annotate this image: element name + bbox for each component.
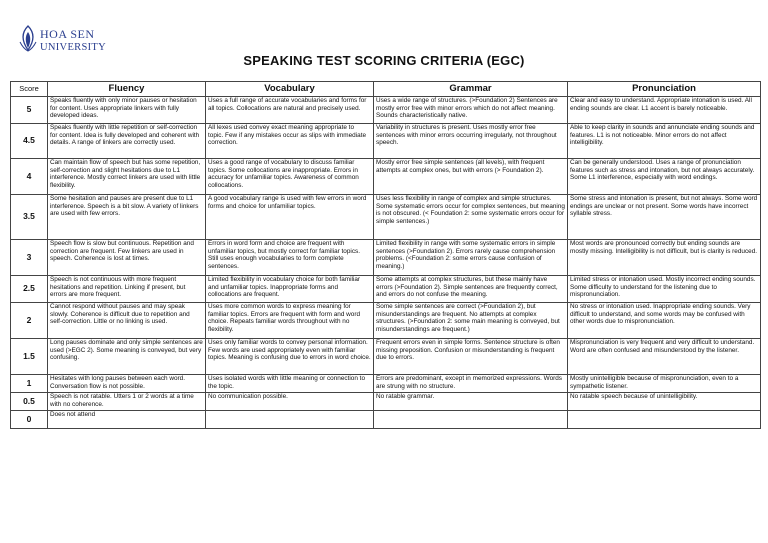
vocabulary-cell: Uses only familiar words to convey personal information. Few words are used appropriately even with familiar topics. Meaning is confusing due to errors in word choice. (206, 339, 374, 375)
table-row (11, 375, 761, 393)
logo-line1: HOA SEN (40, 27, 95, 41)
vocabulary-cell: Errors in word form and choice are frequent with unfamiliar topics, but mostly correct for familiar topics. Still uses enough vocabularies to form complete sentences. (206, 240, 374, 276)
fluency-cell: Some hesitation and pauses are present due to L1 interference. Speech is a bit slow. A variety of linkers are used with few errors. (48, 195, 206, 240)
pronunciation-cell: Clear and easy to understand. Appropriate intonation is used. All ending sounds are clear. L1 accent is barely noticeable. (568, 97, 761, 124)
vocabulary-cell: Limited flexibility in vocabulary choice for both familiar and unfamiliar topics. Inappropriate forms and collocations are frequent. (206, 276, 374, 303)
score-cell: 2 (11, 303, 48, 339)
fluency-cell: Speech flow is slow but continuous. Repetition and correction are frequent. Few linkers are used in speech. Coherence is lost at times. (48, 240, 206, 276)
header-pronunciation: Pronunciation (568, 82, 761, 97)
vocabulary-cell: Uses more common words to express meaning for familiar topics. Errors are frequent with form and word choice. Repeats familiar words throughout with no flexibility. (206, 303, 374, 339)
score-cell: 3.5 (11, 195, 48, 240)
score-cell: 4 (11, 159, 48, 195)
pronunciation-cell: No ratable speech because of unintelligibility. (568, 393, 761, 411)
grammar-cell: Mostly error free simple sentences (all levels), with frequent attempts at complex ones, but with errors (> Foundation 2). (374, 159, 568, 195)
table-row (11, 276, 761, 303)
pronunciation-cell: Most words are pronounced correctly but ending sounds are mostly missing. Intelligibility is not difficult, but is clarity is reduced. (568, 240, 761, 276)
score-cell: 2.5 (11, 276, 48, 303)
fluency-cell: Speaks fluently with only minor pauses or hesitation for content. Uses appropriate linkers with fully developed ideas. (48, 97, 206, 124)
table-row (11, 303, 761, 339)
grammar-cell: Errors are predominant, except in memorized expressions. Words are strung with no structure. (374, 375, 568, 393)
grammar-cell: Some attempts at complex structures, but these mainly have errors (>Foundation 2). Simple sentences are frequently correct, and errors do not confuse the meaning. (374, 276, 568, 303)
pronunciation-cell: Mispronunciation is very frequent and very difficult to understand. Word are often confused and misunderstood by the listener. (568, 339, 761, 375)
logo-line2: UNIVERSITY (40, 42, 106, 53)
vocabulary-cell: No communication possible. (206, 393, 374, 411)
pronunciation-cell: Able to keep clarity in sounds and annunciate ending sounds and features. L1 is not noticeable. Minor errors do not affect intelligibility. (568, 124, 761, 159)
grammar-cell: Frequent errors even in simple forms. Sentence structure is often missing preposition. Confusion or misunderstanding is frequent due to errors. (374, 339, 568, 375)
fluency-cell: Long pauses dominate and only simple sentences are used (>EGC 2). Some meaning is conveyed, but very confusing. (48, 339, 206, 375)
vocabulary-cell: Uses isolated words with little meaning or connection to the topic. (206, 375, 374, 393)
vocabulary-cell (206, 411, 374, 429)
pronunciation-cell (568, 411, 761, 429)
grammar-cell: Variability in structures is present. Uses mostly error free sentences with minor errors occurring irregularly, not throughout speech. (374, 124, 568, 159)
pronunciation-cell: Limited stress or intonation used. Mostly incorrect ending sounds. Some difficulty to understand for the listening due to mispronunciation. (568, 276, 761, 303)
table-row (11, 124, 761, 159)
header-vocabulary: Vocabulary (206, 82, 374, 97)
fluency-cell: Speech is not ratable. Utters 1 or 2 words at a time with no coherence. (48, 393, 206, 411)
pronunciation-cell: Some stress and intonation is present, but not always. Some word endings are unclear or not present. Some words have incorrect syllable stress. (568, 195, 761, 240)
header-row (11, 82, 761, 97)
vocabulary-cell: Uses a full range of accurate vocabularies and forms for all topics. Collocations are natural and precisely used. (206, 97, 374, 124)
table-row (11, 393, 761, 411)
table-row (11, 195, 761, 240)
table-row (11, 240, 761, 276)
fluency-cell: Speech is not continuous with more frequent hesitations and repetition. Linking if present, but errors are more frequent. (48, 276, 206, 303)
pronunciation-cell: Can be generally understood. Uses a range of pronunciation features such as stress and intonation, but not always accurately. Some L1 interference, especially with word endings. (568, 159, 761, 195)
header-fluency: Fluency (48, 82, 206, 97)
table-row (11, 339, 761, 375)
fluency-cell: Does not attend (48, 411, 206, 429)
lotus-icon (18, 24, 38, 54)
score-cell: 0.5 (11, 393, 48, 411)
fluency-cell: Speaks fluently with little repetition or self-correction for content. Idea is fully developed and coherent with details. A range of linkers are correctly used. (48, 124, 206, 159)
pronunciation-cell: No stress or intonation used. Inappropriate ending sounds. Very difficult to understand, and some words may be confused with other words due to mispronunciation. (568, 303, 761, 339)
score-cell: 0 (11, 411, 48, 429)
grammar-cell: Uses a wide range of structures. (>Foundation 2) Sentences are mostly error free with minor errors which do not affect meaning. Sounds characteristically native. (374, 97, 568, 124)
grammar-cell: No ratable grammar. (374, 393, 568, 411)
vocabulary-cell: A good vocabulary range is used with few errors in word forms and choice for unfamiliar topics. (206, 195, 374, 240)
fluency-cell: Can maintain flow of speech but has some repetition, self-correction and slight hesitations due to L1 interference. Mostly correct linkers are used with little flexibility. (48, 159, 206, 195)
header-score: Score (11, 82, 48, 97)
grammar-cell: Uses less flexibility in range of complex and simple structures. Some systematic errors occur for complex sentences, but meaning is not obscured. (< Foundation 2: some systematic errors occur for simple sentences.) (374, 195, 568, 240)
grammar-cell (374, 411, 568, 429)
vocabulary-cell: All lexes used convey exact meaning appropriate to topic. Few if any mistakes occur as slips with immediate correction. (206, 124, 374, 159)
fluency-cell: Hesitates with long pauses between each word. Conversation flow is not possible. (48, 375, 206, 393)
header-grammar: Grammar (374, 82, 568, 97)
table-row (11, 97, 761, 124)
criteria-table (10, 81, 761, 429)
vocabulary-cell: Uses a good range of vocabulary to discuss familiar topics. Some collocations are inappropriate. Errors in accuracy for unfamiliar topics. Awareness of common collocations. (206, 159, 374, 195)
grammar-cell: Some simple sentences are correct (>Foundation 2), but misunderstandings are frequent. No attempts at complex structures. (>Foundation 2: some main meaning is conveyed, but misunderstandings are frequent.) (374, 303, 568, 339)
score-cell: 1.5 (11, 339, 48, 375)
table-row (11, 159, 761, 195)
page-title: SPEAKING TEST SCORING CRITERIA (EGC) (243, 53, 525, 68)
score-cell: 5 (11, 97, 48, 124)
score-cell: 1 (11, 375, 48, 393)
pronunciation-cell: Mostly unintelligible because of mispronunciation, even to a sympathetic listener. (568, 375, 761, 393)
score-cell: 4.5 (11, 124, 48, 159)
score-cell: 3 (11, 240, 48, 276)
fluency-cell: Cannot respond without pauses and may speak slowly. Coherence is difficult due to repetition and self-correction. Little or no linking is used. (48, 303, 206, 339)
grammar-cell: Limited flexibility in range with some systematic errors in simple sentences (>Foundation 2). Errors rarely cause comprehension problems. (<Foundation 2: some errors cause confusion of meaning.) (374, 240, 568, 276)
table-row (11, 411, 761, 429)
